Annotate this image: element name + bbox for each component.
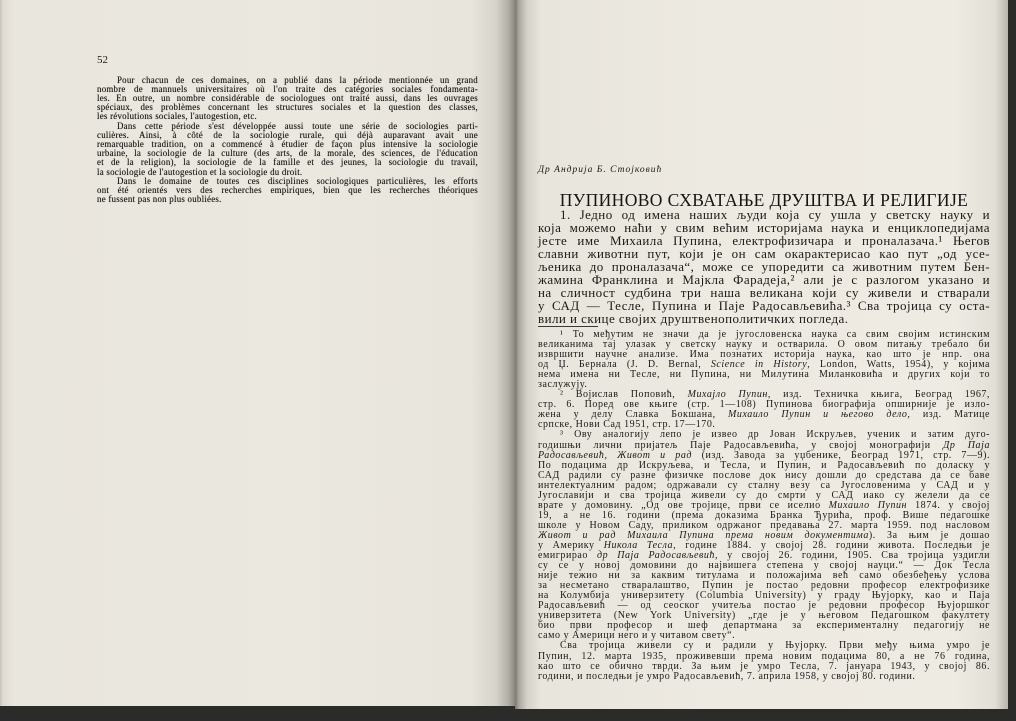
footnote-paragraph	[538, 641, 990, 681]
text-run: Pour chacun de ces domaines, on a publié dans la période mentionnée un grand	[117, 74, 478, 85]
text-run: заслужују.	[538, 379, 588, 391]
text-run: САД радили су разне физичке послове док нису дошли до средстава да се баве	[538, 469, 990, 481]
text-run: јесте име Михаила Пупина, електрофизичара и проналазача.¹ Његов	[538, 232, 990, 248]
text-run: жамина Франклина и Мајкла Фарадеја,² али је с разлогом указано и	[538, 271, 990, 287]
text-run: години, и последњи је умро Радосављевић, 7. априла 1958, у својој 80. години.	[538, 670, 916, 682]
text-run: spéciaux, des problèmes concernant les structures sociales et la question des classes,	[97, 102, 478, 113]
text-run: нема имена ни Тесле, ни Пупина, ни Милутина Миланковића и других који то	[538, 369, 990, 381]
text-run: емигрирао	[538, 550, 598, 562]
text-run: ³ Ову аналогију лепо је извео др Јован Искруљев, ученик и затим дуго-	[560, 429, 990, 441]
footnote-rule	[538, 326, 598, 327]
text-run: , у својој 26. години, 1905. Сва тројица уздигли	[714, 550, 991, 562]
text-run: која можемо наћи у свим већим историјама наука и енциклопедијама	[538, 219, 990, 235]
text-run: 19, а не 16. години (према доказима Бранка Ђурића, проф. Више педагошке	[538, 509, 990, 521]
article-body	[538, 208, 990, 325]
text-run: et de la religion), la sociologie de la famille et des jeunes, la sociologie du travail,	[97, 157, 478, 168]
text-run: Пупин, 12. марта 1935, проживевши према новим подацима 80, а не 76 година,	[538, 650, 990, 662]
text-run: вили и скице својих друштвенополитичких погледа.	[538, 310, 849, 326]
text-run: су се у новој домовини до највишега степена у својој науци.“ — Док Тесла	[538, 560, 990, 572]
text-run: Сва тројица живели су и радили у Њујорку. Први међу њима умро је	[560, 640, 990, 652]
text-run: извршити научне анализе. Има познатих историја наука, као што је нпр. она	[538, 349, 990, 361]
text-run: По подацима др Искруљева, и Тесла, и Пупин, и Радосављевић по доласку у	[538, 459, 990, 471]
text-run: за несметано стваралаштво, Пупин је постао редовни професор електрофизике	[538, 580, 990, 592]
text-run: славни животни пут, који је он сам окарактерисао као пут „од усе-	[538, 245, 990, 261]
italic-text: Др Паја	[943, 439, 990, 451]
article-title: ПУПИНОВО СХВАТАЊЕ ДРУШТВА И РЕЛИГИЈЕ	[559, 190, 969, 210]
text-run: , године 1884. у својој 28. години живота. Последњи је	[673, 539, 991, 551]
text-run: nombre de mannuels universitaires où l'on traite des catégories sociales fondamenta-	[97, 83, 478, 94]
text-run: у Америку	[538, 539, 604, 551]
text-run: великанима тај улазак у светску науку и остварила. О овом питању требало би	[538, 339, 990, 351]
italic-text: Михаило Пупин	[828, 499, 908, 511]
text-run: Dans cette période s'est développée aussi toute une série de sociologies parti-	[117, 120, 478, 131]
italic-text: Science in History	[710, 359, 808, 371]
italic-text: др Паја Радосављевић	[597, 550, 715, 562]
italic-text: Михаило Пупин и његово дело	[728, 409, 908, 421]
text-run: , London, Watts, 1954), у којима	[807, 359, 991, 371]
left-text-column	[97, 76, 478, 205]
text-line	[538, 672, 990, 682]
text-run: од Џ. Бернала (J. D. Bernal,	[538, 359, 711, 371]
text-run: школе у Новом Саду, приликом одржаног предавања 27. марта 1959. под насловом	[538, 519, 990, 531]
text-run: 1874. у својој	[907, 499, 990, 511]
text-run: Југославији и сва тројица живели су до смрти у САД иако су желели да се	[538, 489, 990, 501]
text-run: у САД — Тесле, Пупина и Паје Радосављевића.³ Сва тројица су оста-	[538, 297, 990, 313]
text-run: ne fussent pas non plus oubliées.	[97, 194, 222, 205]
text-run: , изд. Матице	[907, 409, 990, 421]
text-run: remarquable tradition, on a commencé à étudier de façon plus intensive la sociologie	[97, 138, 478, 149]
text-run: није тежио ни за каквим титулама и положајима већ само обезбеђењу услова	[538, 570, 990, 582]
article-author: Др Андрија Б. Стојковић	[538, 165, 663, 175]
text-run: универзитета (New York University) „где је у његовом Педагошком факултету	[538, 610, 990, 622]
text-run: Радосављевић — од сеоског учитеља постао је редовни професор Њујоршког	[538, 600, 990, 612]
text-line	[538, 312, 990, 325]
footnote-paragraph	[538, 430, 990, 641]
text-run: љеника до проналазача“, може се упоредити са животним путем Бен-	[538, 258, 990, 274]
text-run: urbaine, la sociologie de la culture (des arts, de la morale, des sciences, de l'éducation	[97, 148, 478, 159]
text-run: интелектуалним радом; одржавали су сталну везу са Југословенима у САД и у	[538, 479, 990, 491]
italic-text: Живот и рад Михаила Пупина према новим документима	[538, 529, 869, 541]
italic-text: Радосављевић, Живот и рад	[538, 449, 693, 461]
paragraph	[538, 208, 990, 325]
text-run: био први професор и шеф департмана за експерименталну педагогију не	[538, 620, 990, 632]
text-run: 1. Једно од имена наших људи која су ушла у светску науку и	[560, 206, 990, 222]
text-line	[538, 370, 990, 380]
text-run: , изд. Техничка књига, Београд 1967,	[767, 389, 990, 401]
text-run: culières. Ainsi, à côté de la sociologie rurale, qui déjà auparavant avait une	[97, 129, 478, 140]
text-run: српске, Нови Сад 1951, стр. 17—170.	[538, 419, 716, 431]
text-run: les. En outre, un nombre considérable de sociologues ont traité aussi, dans les ouvrages	[97, 92, 478, 103]
footnote-paragraph	[538, 390, 990, 430]
footnotes	[538, 330, 990, 682]
italic-text: Михајло Пупин	[687, 389, 768, 401]
text-line	[97, 195, 478, 204]
text-run: ). За њим је дошао	[868, 529, 990, 541]
text-run: годишњи лични пријатељ Паје Радосављевића, у својој монографији	[538, 439, 943, 451]
paragraph	[97, 177, 478, 205]
paragraph	[97, 122, 478, 177]
text-run: (изд. Завода за уџбенике, Београд 1971, стр. 7—9).	[692, 449, 991, 461]
footnote-paragraph	[538, 330, 990, 390]
text-run: као што се обично тврди. За њим је умро Тесла, 7. јануара 1943, у својој 86.	[538, 660, 990, 672]
paragraph	[97, 76, 478, 122]
text-run: les révolutions sociales, l'autogestion, etc.	[97, 111, 257, 122]
page-number: 52	[97, 54, 108, 66]
text-run: жена у делу Славка Бокшана,	[538, 409, 729, 421]
text-run: врате у домовину. „Од ове тројице, први се иселио	[538, 499, 829, 511]
text-run: само у Америци него и у читавом свету“.	[538, 630, 736, 642]
text-run: ² Војислав Поповић,	[560, 389, 688, 401]
text-run: ont été orientés vers des recherches empiriques, bien que les recherches théoriques	[97, 184, 478, 195]
text-run: на Колумбија универзитету (Columbia University) у граду Њујорку, као и Паја	[538, 590, 990, 602]
text-run: на сличност судбина три наша великана који су живели и стварали	[538, 284, 990, 300]
italic-text: Никола Тесла	[603, 539, 674, 551]
text-run: la sociologie de l'autogestion et la sociologie du droit.	[97, 166, 303, 177]
text-run: стр. 6. Поред ове књиге (стр. 1—108) Пупинова биографија опширније је изло-	[538, 399, 990, 411]
text-run: Dans le domaine de toutes ces disciplines sociologiques particulières, les efforts	[117, 175, 478, 186]
text-run: ¹ То међутим не значи да је југословенска наука са свим својим истинским	[560, 329, 990, 340]
